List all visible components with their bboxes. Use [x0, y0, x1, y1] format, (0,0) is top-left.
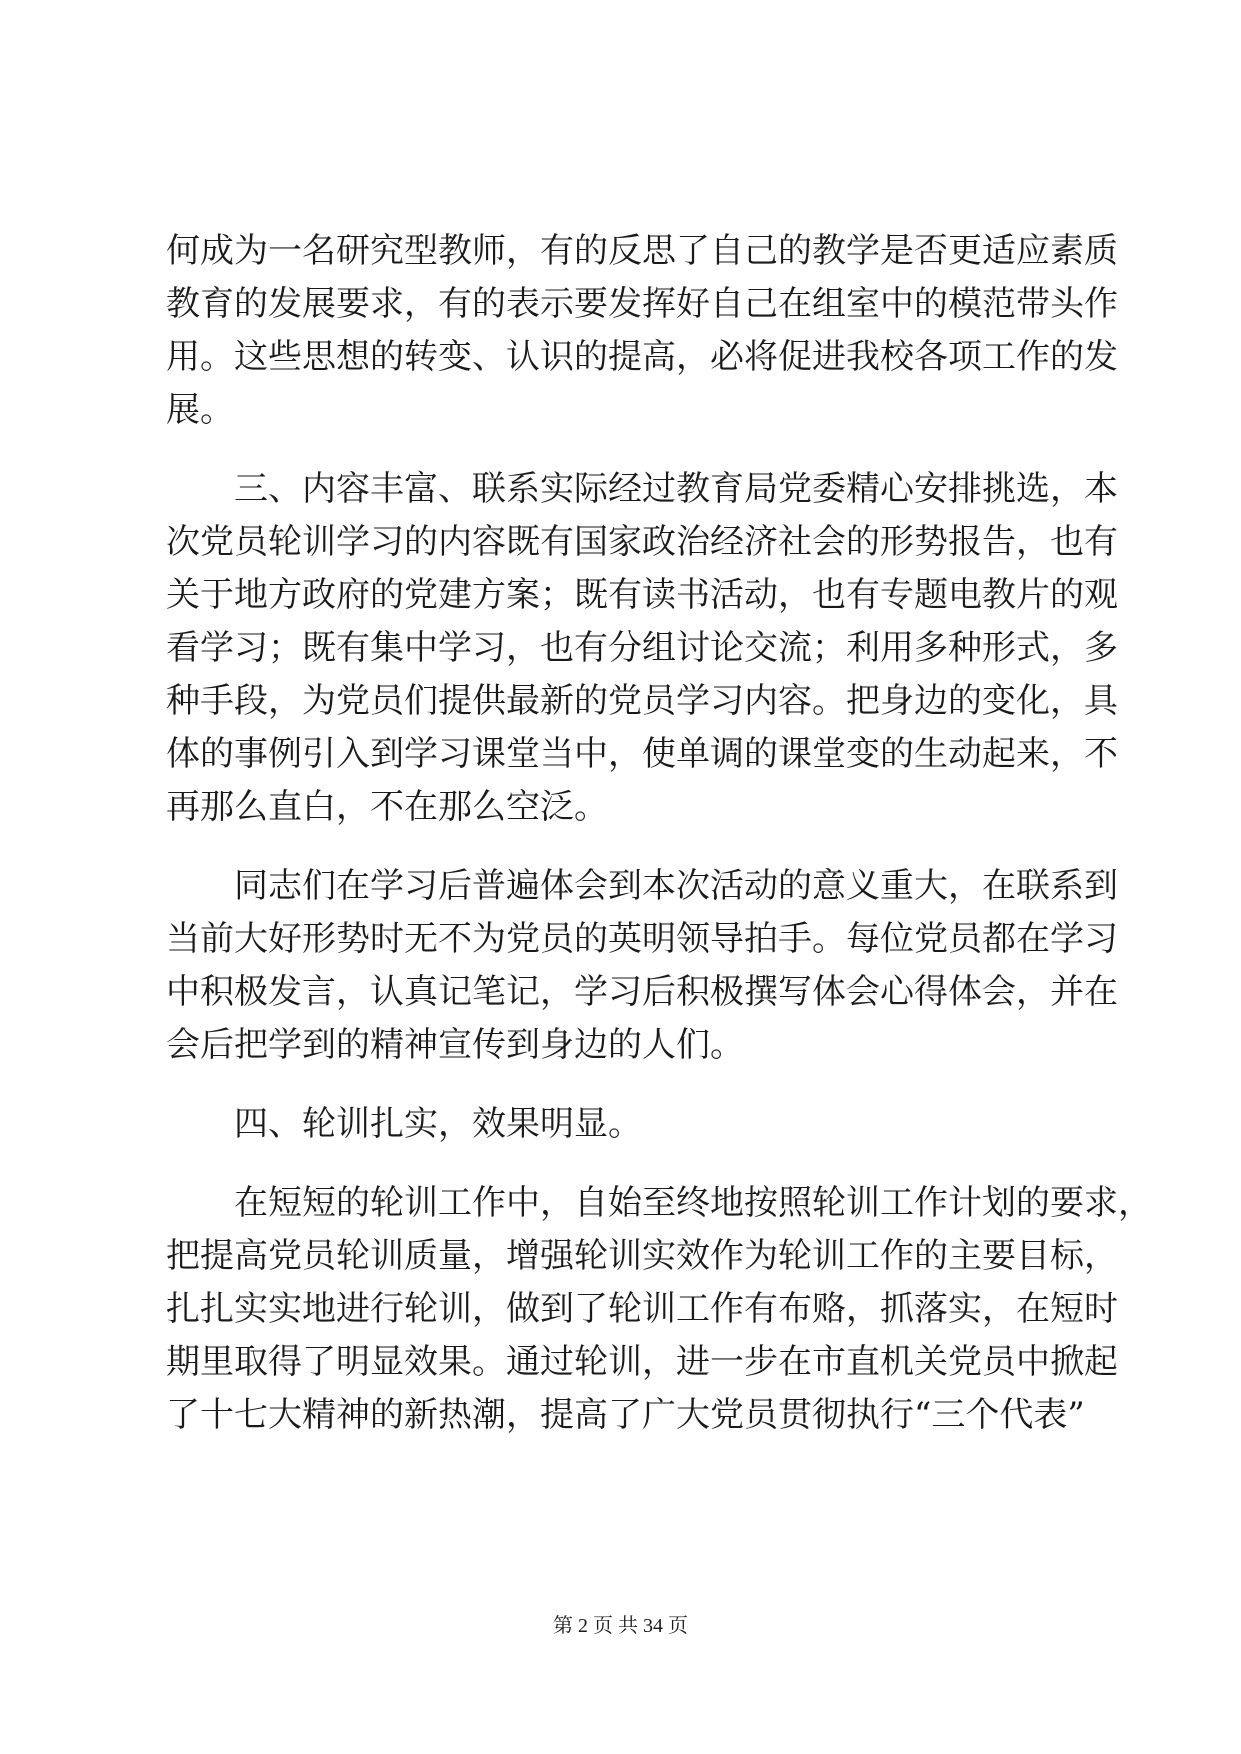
text-line: 再那么直白，不在那么空泛。 [166, 787, 608, 827]
text-line: 同志们在学习后普遍体会到本次活动的意义重大，在联系到 [234, 866, 1118, 906]
text-line: 把提高党员轮训质量，增强轮训实效作为轮训工作的主要目标， [166, 1236, 1118, 1276]
paragraph [166, 1098, 1078, 1151]
text-line: 教育的发展要求，有的表示要发挥好自己在组室中的模范带头作 [166, 284, 1118, 324]
paragraph [166, 225, 1118, 437]
paragraph [166, 860, 1118, 1072]
text-line: 会后把学到的精神宣传到身边的人们。 [166, 1025, 744, 1065]
text-line: 期里取得了明显效果。通过轮训，进一步在市直机关党员中掀起 [166, 1342, 1118, 1382]
page-footer: 第 2 页 共 34 页 [553, 1615, 688, 1637]
text-line: 用。这些思想的转变、认识的提高，必将促进我校各项工作的发 [166, 337, 1118, 377]
text-line: 体的事例引入到学习课堂当中，使单调的课堂变的生动起来，不 [166, 734, 1118, 774]
text-line: 展。 [166, 390, 234, 430]
paragraph-gap [166, 1072, 1078, 1098]
body-text [166, 225, 1152, 1442]
text-line: 次党员轮训学习的内容既有国家政治经济社会的形势报告，也有 [166, 522, 1118, 562]
text-line: 四、轮训扎实，效果明显。 [234, 1104, 642, 1144]
paragraph [166, 463, 1118, 834]
text-line: 何成为一名研究型教师，有的反思了自己的教学是否更适应素质 [166, 231, 1118, 271]
paragraph-gap [166, 834, 1078, 860]
paragraph [166, 1177, 1152, 1442]
text-line: 三、内容丰富、联系实际经过教育局党委精心安排挑选，本 [234, 469, 1118, 509]
text-line: 看学习；既有集中学习，也有分组讨论交流；利用多种形式，多 [166, 628, 1118, 668]
text-line: 种手段，为党员们提供最新的党员学习内容。把身边的变化，具 [166, 681, 1118, 721]
text-line: 了十七大精神的新热潮，提高了广大党员贯彻执行“三个代表” [166, 1395, 1085, 1435]
text-line: 扎扎实实地进行轮训，做到了轮训工作有布赂，抓落实，在短时 [166, 1289, 1118, 1329]
text-line: 在短短的轮训工作中，自始至终地按照轮训工作计划的要求， [234, 1183, 1152, 1223]
paragraph-gap [166, 1151, 1078, 1177]
text-line: 关于地方政府的党建方案；既有读书活动，也有专题电教片的观 [166, 575, 1118, 615]
paragraph-gap [166, 437, 1078, 463]
text-line: 中积极发言，认真记笔记，学习后积极撰写体会心得体会，并在 [166, 972, 1118, 1012]
text-line: 当前大好形势时无不为党员的英明领导拍手。每位党员都在学习 [166, 919, 1118, 959]
